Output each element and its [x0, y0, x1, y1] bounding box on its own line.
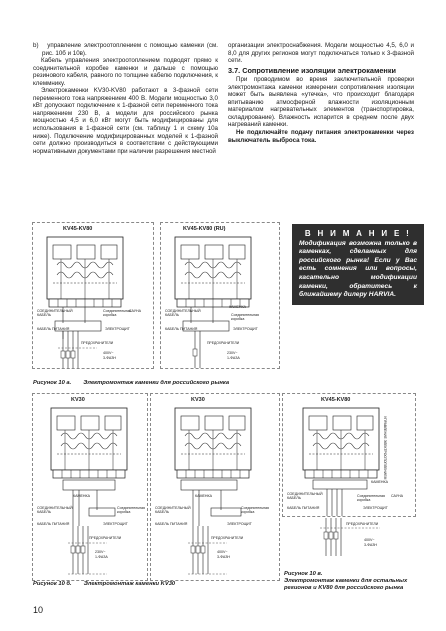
voltage-label: 400V~	[364, 538, 375, 542]
warning-box	[292, 224, 424, 305]
diagram-panel-10a-right	[160, 222, 280, 369]
sauna-label: САУНА	[129, 309, 142, 313]
wiring-diagram	[33, 394, 147, 580]
page-number: 10	[33, 605, 44, 615]
fuses-label: ПРЕДОХРАНИТЕЛИ	[81, 341, 114, 345]
shield-label: ЭЛЕКТРОЩИТ	[233, 327, 258, 331]
cable-label: СОЕДИНИТЕЛЬНЫЙ КАБЕЛЬ	[37, 309, 73, 317]
caption-figure-10c	[284, 571, 414, 592]
caption-figure-10a	[33, 380, 333, 387]
caption-number: Рисунок 10 а.	[33, 380, 72, 386]
caption-number: Рисунок 10 б.	[33, 581, 72, 587]
paragraph-insulation: При проводимом во время заключительной проверки электромонтажа каменки измерении сопротивления изоляции может быть выявлена «утечка», что происходит благодаря впитыванию атмосферной влажности изоляционным материалом нагревательных элементов (транспортировка, складирование). Влажность испарится в среднем после двух нагреваний каменки.	[228, 76, 414, 129]
fuses-label: ПРЕДОХРАНИТЕЛИ	[89, 536, 122, 540]
power-cable-label: КАБЕЛЬ ПИТАНИЯ	[165, 327, 198, 331]
diagram-title: KV30	[191, 397, 205, 403]
cable-label: СОЕДИНИТЕЛЬНЫЙ КАБЕЛЬ	[37, 506, 73, 514]
paragraph-network: Электрокаменки KV30-KV80 работают в 3-фазной сети переменного тока напряжением 400 В. Модели мощностью 3,0 кВт допускают подключение к 1-фазной сети переменного тока напряжением 230 В, а модели для российского рынка мощностью 4,5 и 6,0 кВт могут быть модифицированы для использования в 1-фазной сети (см. таблицу 1 и схему 10а ниже). Подключение модифицированных моделей к 1-фазной сети должно производиться в соответствии с действующими нормативными документами при наличии разрешения местной	[33, 87, 218, 155]
phase-label: 3-ФАЗН	[103, 356, 116, 360]
phase-label: 1-ФАЗА	[95, 555, 108, 559]
kamenka-label: КАМЕНКА	[195, 494, 212, 498]
kamenka-label: КАМЕНКА	[229, 305, 246, 309]
supply-diagram-10c	[320, 518, 410, 558]
control-label: УПРАВЛЕНИЕ ЭЛЕКТРООТОПЛЕНИЕМ	[383, 416, 387, 480]
voltage-label: 230V~	[95, 550, 106, 554]
box-label: Соединительная коробка	[231, 313, 259, 321]
caption-figure-10b	[33, 581, 273, 588]
voltage-label: 400V~	[103, 351, 114, 355]
fuses-label: ПРЕДОХРАНИТЕЛИ	[207, 341, 240, 345]
diagram-panel-10c-right	[282, 393, 416, 517]
diagram-title: KV45-KV80	[63, 226, 93, 232]
power-cable-label: КАБЕЛЬ ПИТАНИЯ	[287, 506, 320, 510]
right-text-column	[228, 42, 414, 144]
power-cable-label: КАБЕЛЬ ПИТАНИЯ	[37, 522, 70, 526]
caption-number: Рисунок 10 в.	[284, 571, 323, 577]
paragraph-continuation: организации электроснабжения. Модели мощностью 4,5, 6,0 и 8,0 для других регионов могут подключаться только к 3-фазной сети.	[228, 42, 414, 65]
section-heading: 3.7. Сопротивление изоляции электрокаменки	[228, 65, 396, 75]
sauna-label: САУНА	[391, 494, 404, 498]
box-label: Соединительная коробка	[241, 506, 269, 514]
voltage-label: 230V~	[227, 351, 238, 355]
kamenka-label: КАМЕНКА	[73, 494, 90, 498]
shield-label: ЭЛЕКТРОЩИТ	[105, 327, 130, 331]
list-item-b: b) управление электроотоплением с помощью каменки (см. рис. 10б и 10в).	[33, 42, 218, 57]
diagram-title: KV45-KV80	[321, 397, 351, 403]
phase-label: 3-ФАЗН	[364, 543, 377, 547]
fuses-label: ПРЕДОХРАНИТЕЛИ	[346, 522, 379, 526]
warning-text: Модификация возможна только в каменках, сделанных для российского рынка! Если у Вас есть сомнения или вопросы, касательно модификации каменки, обратитесь к ближайшему дилеру HARVIA.	[299, 239, 417, 299]
box-label: Соединительная коробка	[103, 309, 131, 317]
cable-label: СОЕДИНИТЕЛЬНЫЙ КАБЕЛЬ	[155, 506, 191, 514]
diagram-title: KV30	[71, 397, 85, 403]
fuses-label: ПРЕДОХРАНИТЕЛИ	[211, 536, 244, 540]
cable-label: СОЕДИНИТЕЛЬНЫЙ КАБЕЛЬ	[165, 309, 201, 317]
cable-label: СОЕДИНИТЕЛЬНЫЙ КАБЕЛЬ	[287, 492, 323, 500]
wiring-diagram	[151, 394, 279, 580]
warning-title: В Н И М А Н И Е !	[304, 229, 412, 238]
shield-label: ЭЛЕКТРОЩИТ	[227, 522, 252, 526]
box-label: Соединительная коробка	[117, 506, 145, 514]
wiring-diagram	[33, 223, 153, 368]
phase-label: 1-ФАЗА	[227, 356, 240, 360]
box-label: Соединительная коробка	[357, 494, 385, 502]
diagram-title: KV45-KV80 (RU)	[183, 226, 226, 232]
caption-text: Электромонтаж каменки для российского рынка	[83, 380, 230, 386]
voltage-label: 400V~	[217, 550, 228, 554]
phase-label: 3-ФАЗН	[217, 555, 230, 559]
wiring-diagram	[161, 223, 279, 368]
left-text-column	[33, 42, 218, 155]
shield-label: ЭЛЕКТРОЩИТ	[103, 522, 128, 526]
power-cable-label: КАБЕЛЬ ПИТАНИЯ	[37, 327, 70, 331]
diagram-panel-10c-left	[150, 393, 280, 581]
kamenka-label: КАМЕНКА	[371, 480, 388, 484]
diagram-panel-10b	[32, 393, 148, 581]
caption-text: Электромонтаж каменки для остальных регионов и KV80 для российского рынка	[284, 578, 408, 591]
paragraph-warning-switch: Не подключайте подачу питания электрокаменки через выключатель выброса тока.	[228, 128, 414, 144]
power-cable-label: КАБЕЛЬ ПИТАНИЯ	[155, 522, 188, 526]
paragraph-cable: Кабель управления электроотоплением подводят прямо к соединительной коробке каменки и дальше с помощью резинового кабеля, равного по толщине кабелю подключения, к клеммнику.	[33, 57, 218, 87]
caption-text: Электромонтаж каменки KV30	[83, 581, 176, 587]
diagram-panel-10a-left	[32, 222, 154, 369]
shield-label: ЭЛЕКТРОЩИТ	[363, 506, 388, 510]
